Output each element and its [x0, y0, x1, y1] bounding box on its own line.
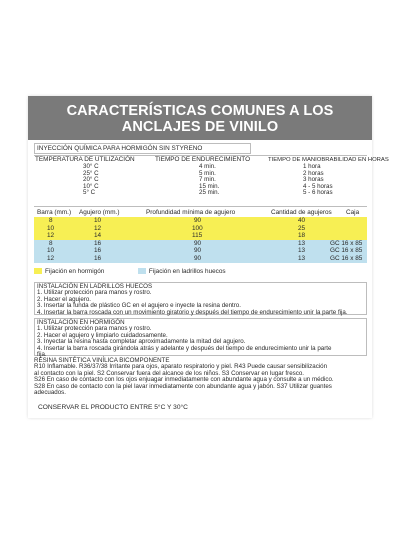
cell-cantidad: 13 [298, 247, 306, 255]
curing-value: 4 min. [199, 163, 216, 170]
safety-line: S26 En caso de contacto con los ojos enjuagar inmediatamente con abundante agua y consulte a un médico. [34, 376, 334, 384]
title-banner [28, 96, 372, 140]
cell-agujero: 12 [94, 224, 102, 232]
handling-value: 2 horas [303, 169, 324, 177]
safety-line: adecuados. [34, 389, 66, 397]
cell-profundidad: 90 [194, 239, 202, 247]
cell-barra: 8 [49, 217, 53, 224]
safety-line: al contacto con la piel. S2 Conservar fuera del alcance de los niños. S3 Conservar en lugar fresco. [34, 369, 304, 377]
temperature-value: 25° C [83, 169, 99, 177]
instruction-step: 2. Hacer el agujero y limpiarlo cuidadosamente. [37, 331, 168, 339]
handling-value: 4 - 5 horas [303, 182, 333, 190]
cell-barra: 8 [49, 239, 53, 247]
table-row [34, 232, 367, 240]
product-info-card [28, 96, 389, 418]
table-row [34, 247, 367, 255]
temperature-value: 30° C [83, 163, 99, 170]
instruction-step: 4. Insertar la barra roscada con un movimiento giratorio y después del tiempo de endurecimiento unir la parte fija. [37, 308, 348, 316]
safety-line: R10 Inflamable. R36/37/38 Irritante para ojos, aparato respiratorio y piel. R43 Puede causar sensibilización [34, 363, 328, 371]
handling-value: 1 hora [303, 163, 321, 170]
curing-value: 15 min. [199, 182, 220, 190]
header-cantidad: Cantidad de agujeros [271, 209, 332, 216]
cell-agujero: 16 [94, 239, 102, 247]
cell-agujero: 16 [94, 254, 102, 262]
cell-profundidad: 90 [194, 217, 202, 224]
title-line-2: ANCLAJES DE VINILO [121, 119, 279, 135]
cell-barra: 10 [47, 247, 55, 255]
curing-header: TIEMPO DE ENDURECIMIENTO [155, 156, 251, 163]
temperature-header: TEMPERATURA DE UTILIZACIÓN [35, 156, 135, 163]
cell-cantidad: 25 [298, 224, 306, 232]
subtitle-box: INYECCIÓN QUÍMICA PARA HORMIGÓN SIN STYRENO [34, 143, 251, 154]
cell-caja: GC 16 x 85 [330, 247, 363, 255]
section-title: RESINA SINTÉTICA VINÍLICA BICOMPONENTE [34, 357, 170, 364]
legend-hormigon: Fijación en hormigón [45, 268, 105, 275]
curing-column [155, 156, 265, 197]
table-row [34, 217, 367, 225]
section-title: INSTALACIÓN EN HORMIGÓN [37, 319, 125, 326]
cell-agujero: 10 [94, 217, 102, 224]
table-row [34, 255, 367, 263]
dimensions-table [34, 209, 367, 263]
ladrillos-instructions [34, 282, 367, 315]
safety-line: S28 En caso de contacto con la piel lavar inmediatamente con abundante agua y jabón. S37 Utilizar guantes [34, 382, 332, 390]
instruction-step: 3. Insertar la funda de plástico GC en el agujero e inyecte la resina dentro. [37, 302, 241, 310]
instruction-step: 2. Hacer el agujero. [37, 295, 91, 303]
blue-swatch [138, 268, 146, 274]
header-agujero: Agujero (mm.) [79, 209, 120, 216]
cell-agujero: 14 [94, 232, 102, 240]
yellow-swatch [34, 268, 42, 274]
instruction-step: 3. Inyectar la resina hasta completar aproximadamente la mitad del agujero. [37, 338, 246, 346]
cell-cantidad: 18 [298, 232, 306, 240]
instruction-step: 1. Utilizar protección para manos y rostro. [37, 325, 152, 333]
curing-value: 5 min. [199, 169, 216, 177]
handling-value: 3 horas [303, 176, 324, 184]
temperature-value: 10° C [83, 182, 99, 190]
cell-agujero: 16 [94, 247, 102, 255]
handling-value: 5 - 6 horas [303, 189, 333, 197]
cell-barra: 12 [47, 232, 55, 240]
table-header-row [34, 209, 367, 217]
instruction-step: 1. Utilizar protección para manos y rostro. [37, 289, 152, 297]
handling-header: TIEMPO DE MANIOBRABILIDAD EN HORAS [268, 157, 389, 163]
instruction-step: fija. [37, 351, 47, 359]
temperature-table [34, 155, 389, 207]
hormigon-instructions [34, 318, 367, 359]
header-barra: Barra (mm.) [37, 209, 72, 216]
handling-column [268, 156, 389, 197]
legend-ladrillos: Fijación en ladrillos huecos [148, 268, 226, 275]
cell-profundidad: 100 [192, 224, 203, 232]
safety-info [34, 358, 367, 396]
curing-value: 25 min. [199, 189, 220, 197]
color-legend [34, 268, 226, 276]
table-row [34, 225, 367, 233]
cell-profundidad: 90 [194, 247, 202, 255]
title-line-1: CARACTERÍSTICAS COMUNES A LOS [66, 103, 334, 119]
cell-cantidad: 13 [298, 239, 306, 247]
table-row [34, 240, 367, 248]
storage-note: CONSERVAR EL PRODUCTO ENTRE 5°C Y 30°C [38, 404, 188, 411]
cell-barra: 10 [47, 224, 55, 232]
cell-caja: GC 16 x 85 [330, 254, 363, 262]
temperature-value: 5° C [83, 189, 96, 197]
cell-profundidad: 90 [194, 254, 202, 262]
cell-barra: 12 [47, 254, 55, 262]
header-profundidad: Profundidad mínima de agujero [146, 209, 236, 216]
curing-value: 7 min. [199, 176, 216, 184]
instruction-step: 4. Insertar la barra roscada girándola atrás y adelante y después del tiempo de endurecimiento unir la parte [37, 344, 332, 352]
header-caja: Caja [346, 209, 360, 216]
temperature-column [35, 156, 153, 197]
cell-profundidad: 115 [192, 232, 203, 240]
cell-cantidad: 13 [298, 254, 306, 262]
section-title: INSTALACIÓN EN LADRILLOS HUECOS [37, 283, 153, 290]
temperature-value: 20° C [83, 176, 99, 184]
cell-cantidad: 40 [298, 217, 306, 224]
cell-caja: GC 16 x 85 [330, 239, 363, 247]
